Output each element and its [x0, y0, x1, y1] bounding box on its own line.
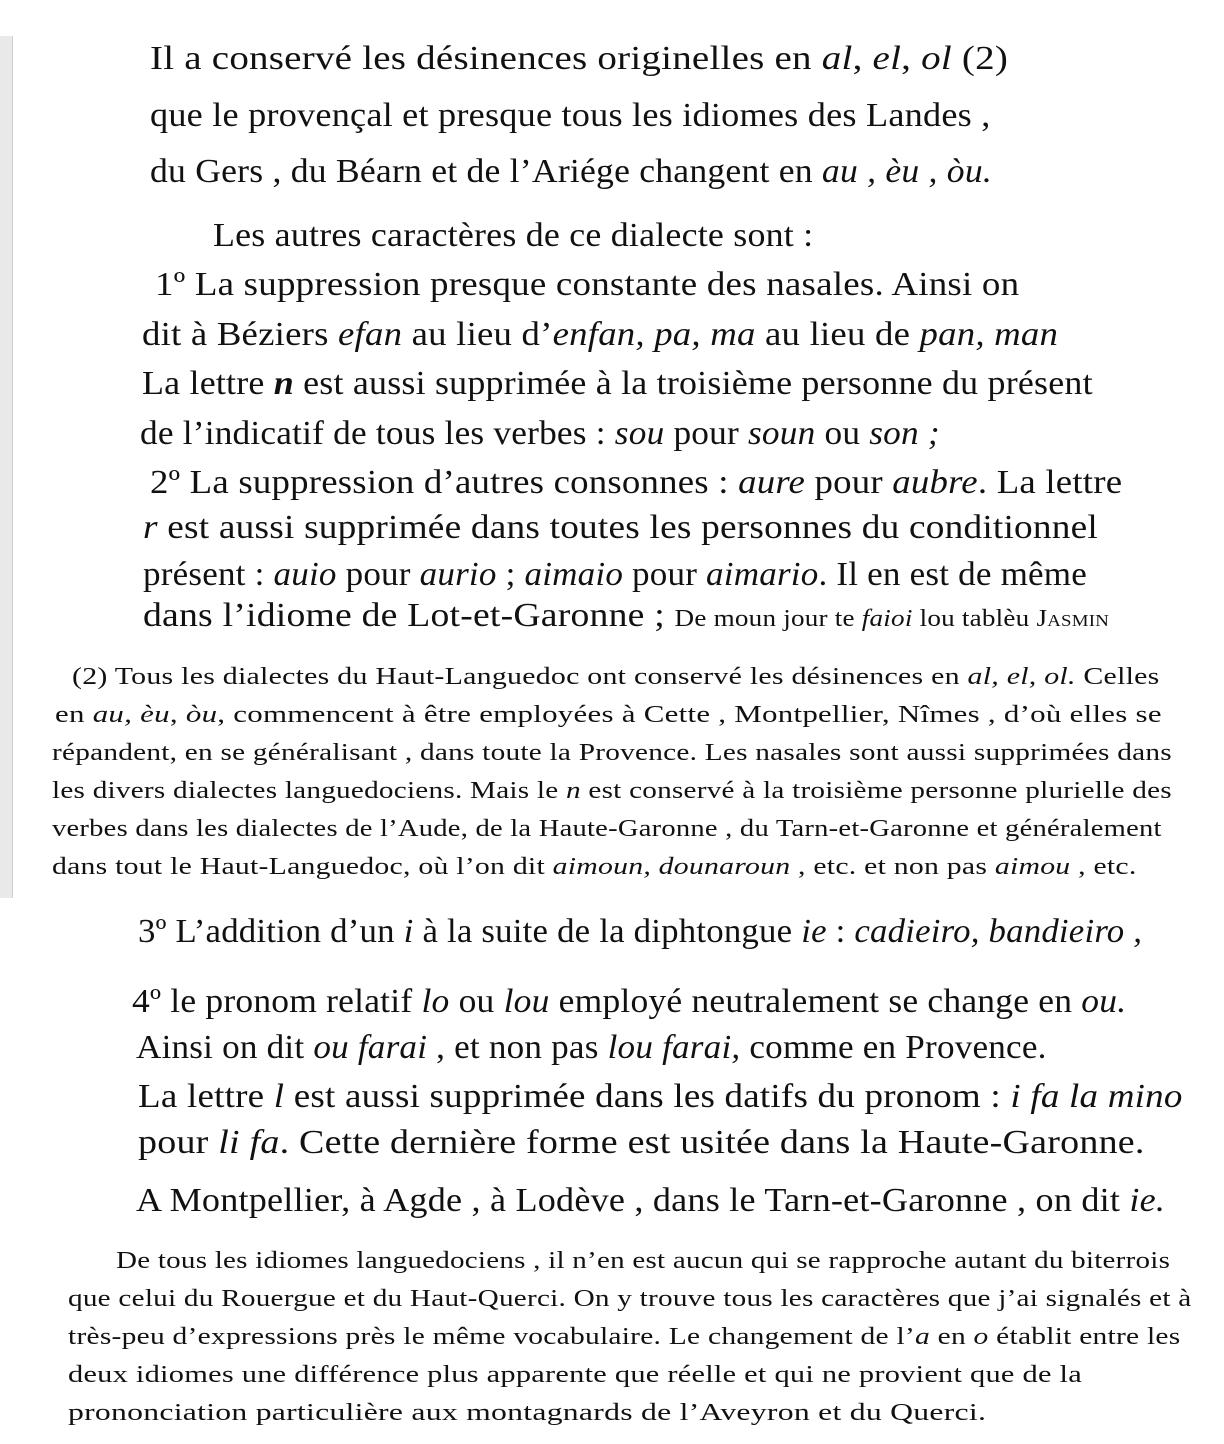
text-segment: faioi: [861, 605, 913, 632]
text-segment: ou.: [1081, 983, 1127, 1020]
text-segment: prononciation particulière aux montagnards de l’Aveyron et du Querci.: [68, 1400, 987, 1426]
text-segment: répandent, en se généralisant , dans toute la Provence. Les nasales sont aussi supprimées dans: [52, 740, 1172, 766]
text-segment: est aussi supprimée dans les datifs du pronom :: [284, 1078, 1011, 1115]
text-segment: aubre: [892, 464, 978, 501]
text-segment: sou: [614, 415, 665, 452]
bottom-line: [68, 1286, 1191, 1313]
text-segment: pour: [664, 415, 748, 452]
text-segment: aurio: [419, 556, 497, 593]
text-segment: aimaio: [524, 556, 624, 593]
text-segment: :: [826, 913, 855, 950]
text-segment: li fa: [218, 1124, 280, 1161]
text-segment: lo: [421, 983, 450, 1020]
body-line: [132, 983, 1126, 1021]
text-segment: cadieiro, bandieiro ,: [854, 913, 1143, 950]
text-segment: du Gers , du Béarn et de l’Ariége changent en: [150, 153, 822, 190]
body-line: [155, 266, 1019, 304]
text-segment: lou tablèu: [912, 605, 1037, 632]
text-segment: pan, man: [919, 316, 1059, 353]
text-segment: La lettre: [138, 1078, 274, 1115]
text-segment: . Il en est de même: [818, 556, 1088, 593]
text-segment: òu: [185, 702, 218, 728]
text-segment: Ainsi on dit: [136, 1029, 314, 1066]
text-segment: Celles: [1075, 664, 1160, 690]
text-segment: ,: [901, 40, 922, 77]
body-line: [136, 1182, 1165, 1220]
text-segment: , commencent à être employées à Cette , Montpellier, Nîmes , d’où elles se: [217, 702, 1162, 728]
body-line: [142, 365, 1093, 403]
text-segment: La lettre: [142, 365, 274, 402]
text-segment: aimou: [994, 854, 1071, 880]
footnote-line: [52, 740, 1172, 767]
text-segment: employé neutralement se change en: [549, 983, 1082, 1020]
footnote-line: [52, 854, 1137, 881]
text-segment: el: [872, 40, 902, 77]
text-segment: A Montpellier, à Agde , à Lodève , dans le Tarn-et-Garonne , on dit: [136, 1182, 1130, 1219]
text-segment: (2) Tous les dialectes du Haut-Languedoc ont conservé les désinences en: [72, 664, 968, 690]
text-segment: pour: [623, 556, 707, 593]
text-segment: au , èu , òu.: [821, 153, 992, 190]
text-segment: lou: [503, 983, 550, 1020]
text-segment: , etc. et non pas: [790, 854, 995, 880]
text-segment: . Cette dernière forme est usitée dans la Haute-Garonne.: [279, 1124, 1145, 1161]
text-segment: ie.: [1129, 1182, 1166, 1219]
text-segment: présent :: [143, 556, 274, 593]
text-segment: Jasmin: [1036, 605, 1110, 632]
bottom-line: [68, 1400, 986, 1427]
text-segment: (2): [951, 40, 1009, 77]
text-segment: ou: [815, 415, 870, 452]
text-segment: que celui du Rouergue et du Haut-Querci. On y trouve tous les caractères que j’ai signalés et à: [68, 1286, 1192, 1312]
footnote-line: [55, 702, 1162, 729]
text-segment: 2º La suppression d’autres consonnes :: [150, 464, 739, 501]
text-segment: de l’indicatif de tous les verbes :: [140, 415, 615, 452]
text-segment: al: [821, 40, 853, 77]
text-segment: Il a conservé les désinences originelles en: [150, 40, 822, 77]
text-segment: à la suite de la diphtongue: [413, 913, 802, 950]
text-segment: son ;: [869, 415, 940, 452]
text-segment: pour: [138, 1124, 219, 1161]
text-segment: comme en Provence.: [740, 1029, 1047, 1066]
text-segment: 1º La suppression presque constante des nasales. Ainsi on: [155, 266, 1020, 303]
text-segment: dans tout le Haut-Languedoc, où l’on dit: [52, 854, 553, 880]
text-segment: . La lettre: [977, 464, 1123, 501]
text-segment: au lieu de: [755, 316, 920, 353]
body-line: [138, 1078, 1183, 1116]
text-segment: au lieu d’: [402, 316, 553, 353]
body-line: [150, 97, 990, 135]
text-segment: deux idiomes une différence plus apparente que réelle et qui ne provient que de la: [68, 1362, 1082, 1388]
body-line: [140, 415, 940, 453]
body-line: [138, 913, 1142, 951]
body-line: [136, 1029, 1047, 1067]
text-segment: aimoun, dounaroun: [552, 854, 791, 880]
text-segment: enfan, pa, ma: [552, 316, 756, 353]
text-segment: De tous les idiomes languedociens , il n’en est aucun qui se rapproche autant du biterrois: [116, 1248, 1171, 1274]
text-segment: i: [403, 913, 414, 950]
text-segment: aimario: [706, 556, 819, 593]
text-segment: les divers dialectes languedociens. Mais le: [52, 778, 566, 804]
text-segment: r: [143, 509, 158, 546]
text-segment: Les autres caractères de ce dialecte sont :: [213, 217, 814, 254]
footnote-line: [72, 664, 1160, 691]
text-segment: , et non pas: [427, 1029, 608, 1066]
text-segment: ou: [449, 983, 504, 1020]
text-segment: ol: [921, 40, 952, 77]
text-segment: établit entre les: [988, 1324, 1181, 1350]
text-segment: i fa la mino: [1010, 1078, 1183, 1115]
text-segment: ,: [852, 40, 873, 77]
text-segment: ,: [169, 702, 186, 728]
text-segment: l: [273, 1078, 285, 1115]
text-segment: est conservé à la troisième personne plurielle des: [580, 778, 1172, 804]
text-segment: que le provençal et presque tous les idiomes des Landes ,: [150, 97, 991, 134]
text-segment: ie: [801, 913, 827, 950]
bottom-line: [68, 1362, 1082, 1389]
text-segment: o: [973, 1324, 989, 1350]
body-line: [150, 464, 1122, 502]
text-segment: De moun jour te: [674, 605, 862, 632]
text-segment: en: [929, 1324, 974, 1350]
body-line: [143, 556, 1087, 594]
text-segment: al, el, ol.: [967, 664, 1076, 690]
text-segment: en: [55, 702, 93, 728]
text-segment: n: [273, 365, 294, 402]
text-segment: a: [914, 1324, 930, 1350]
body-line: [150, 153, 992, 191]
bottom-line: [68, 1324, 1180, 1351]
text-segment: ou farai: [313, 1029, 428, 1066]
footnote-line: [52, 816, 1162, 843]
body-line: [143, 597, 1109, 635]
text-segment: au, èu: [92, 702, 170, 728]
body-line: [150, 40, 1008, 78]
text-segment: dit à Béziers: [142, 316, 338, 353]
text-segment: pour: [336, 556, 420, 593]
text-segment: est aussi supprimée à la troisième personne du présent: [293, 365, 1093, 402]
text-segment: aure: [738, 464, 806, 501]
text-segment: , etc.: [1070, 854, 1137, 880]
text-segment: n: [565, 778, 581, 804]
text-segment: lou farai,: [607, 1029, 741, 1066]
text-segment: verbes dans les dialectes de l’Aude, de la Haute-Garonne , du Tarn-et-Garonne et généralement: [52, 816, 1162, 842]
body-line: [213, 217, 813, 255]
bottom-line: [116, 1248, 1170, 1275]
body-line: [138, 1124, 1145, 1162]
text-segment: soun: [747, 415, 816, 452]
text-segment: très-peu d’expressions près le même vocabulaire. Le changement de l’: [68, 1324, 915, 1350]
body-line: [142, 316, 1058, 354]
text-segment: est aussi supprimée dans toutes les personnes du conditionnel: [157, 509, 1098, 546]
text-segment: 4º le pronom relatif: [132, 983, 422, 1020]
text-segment: efan: [337, 316, 403, 353]
text-segment: ;: [496, 556, 525, 593]
text-segment: pour: [805, 464, 893, 501]
page-edge: [0, 36, 13, 898]
text-segment: 3º L’addition d’un: [138, 913, 404, 950]
footnote-line: [52, 778, 1172, 805]
text-segment: auio: [273, 556, 337, 593]
text-segment: dans l’idiome de Lot-et-Garonne ;: [143, 597, 675, 634]
body-line: [143, 509, 1098, 547]
